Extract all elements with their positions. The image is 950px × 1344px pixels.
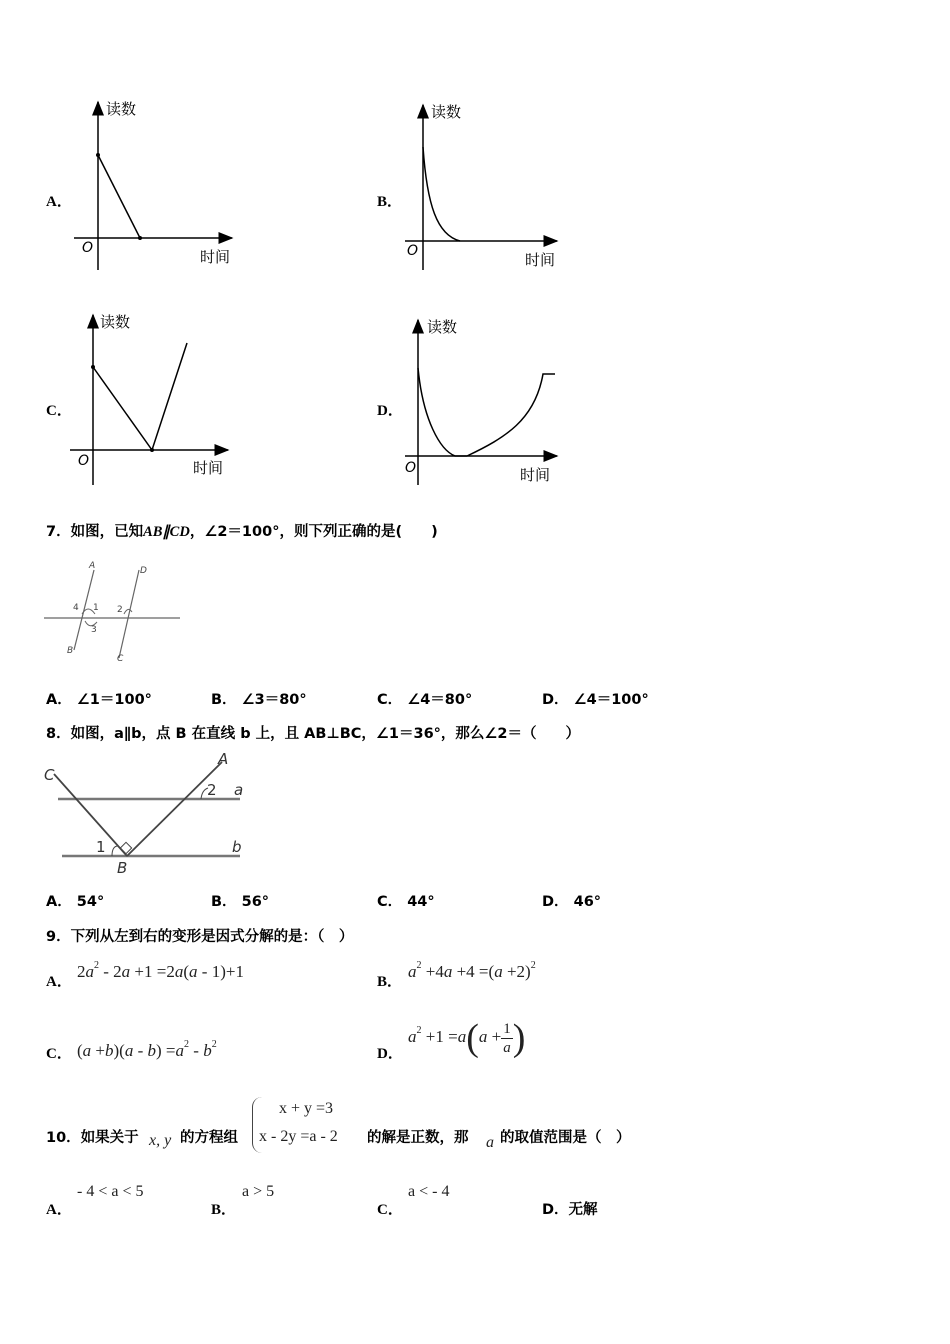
stem-part: 如图，已知: [70, 524, 144, 540]
option-c-label: C．: [46, 403, 72, 419]
graph-c: [60, 305, 250, 490]
graph-a: [60, 90, 250, 275]
stem-vars: x, y: [149, 1132, 172, 1149]
point-d: D: [140, 566, 147, 576]
equation-2: x - 2y =a - 2: [259, 1128, 338, 1145]
option-d[interactable]: D． ∠4＝100°: [542, 692, 649, 708]
curve: [98, 155, 140, 238]
graph-d: [395, 310, 570, 490]
x-axis-label: 时间: [520, 466, 551, 484]
curve: [93, 343, 187, 450]
origin-label: O: [407, 243, 419, 259]
point-a: A: [89, 561, 96, 571]
angle-2: 2: [207, 781, 217, 799]
stem-param: a: [486, 1134, 494, 1151]
stem-part: 如果关于: [80, 1130, 139, 1146]
stem-math: AB∥CD: [143, 524, 190, 540]
x-axis-label: 时间: [200, 248, 231, 266]
option-d-label: D．: [377, 403, 403, 419]
option-d[interactable]: D． 46°: [542, 894, 602, 910]
option-b-formula: $a^2 +4a +4 =(a +2)^2$: [408, 960, 536, 981]
curve: [423, 147, 460, 241]
point-a: A: [218, 750, 229, 768]
option-b-label[interactable]: B．: [377, 974, 403, 990]
origin-label: O: [78, 453, 90, 469]
question-9-stem: [46, 925, 353, 946]
x-axis-label: 时间: [193, 459, 224, 477]
angle-2: 2: [117, 605, 123, 615]
option-a-label[interactable]: A．: [46, 974, 72, 990]
angle-1: 1: [96, 838, 106, 856]
point-c: C: [117, 654, 124, 664]
line-b-label: b: [232, 838, 242, 856]
option-b[interactable]: B． 56°: [211, 894, 270, 910]
point-b: B: [67, 646, 74, 656]
stem-text: 下列从左到右的变形是因式分解的是：（ ）: [70, 929, 354, 945]
stem-part-c: 的解是正数，那: [367, 1130, 469, 1146]
stem-text: 如图，a∥b，点 B 在直线 b 上，且 AB⊥BC，∠1＝36°，那么∠2＝（ ）: [70, 726, 581, 742]
option-a-formula: $2a^2 - 2a +1 =2a(a - 1)+1$: [77, 960, 244, 981]
option-a-text: - 4 < a < 5: [77, 1183, 144, 1200]
y-axis-label: 读数: [100, 313, 131, 331]
option-b[interactable]: B． ∠3＝80°: [211, 692, 307, 708]
ray-ba: [127, 762, 222, 856]
y-axis-label: 读数: [427, 318, 458, 336]
question-number: 7．: [46, 524, 71, 540]
point-b: B: [117, 859, 128, 877]
y-axis-label: 读数: [431, 103, 462, 121]
stem-part-b: 的方程组: [180, 1130, 238, 1146]
y-axis-label: 读数: [106, 100, 137, 118]
angle-4: 4: [73, 603, 79, 613]
option-a-label[interactable]: A．: [46, 1202, 72, 1218]
option-d[interactable]: D．无解: [542, 1202, 598, 1218]
equation-1: x + y =3: [279, 1100, 334, 1117]
option-d-label[interactable]: D．: [377, 1046, 403, 1062]
question-7-figure: [42, 558, 187, 668]
question-number: 10．: [46, 1130, 81, 1146]
option-a-label: A．: [46, 194, 72, 210]
option-c-text: a < - 4: [408, 1183, 450, 1200]
question-7-stem: [46, 520, 438, 541]
x-axis-label: 时间: [525, 251, 556, 269]
stem-part-d: 的取值范围是（ ）: [500, 1130, 631, 1146]
option-d-formula: $a^2 +1 =a(a$ + $\frac{1}{a}$ ): [408, 1017, 526, 1059]
angle-1: 1: [93, 603, 99, 613]
option-a[interactable]: A． ∠1＝100°: [46, 692, 152, 708]
question-10-stem-a: [46, 1126, 139, 1147]
ray-bc: [54, 774, 127, 856]
origin-label: O: [405, 460, 417, 476]
option-c-formula: $(a +b)(a - b) =a^2 - b^2$: [77, 1039, 217, 1060]
question-number: 9．: [46, 929, 71, 945]
point-c: C: [44, 766, 55, 784]
option-c-label[interactable]: C．: [377, 1202, 403, 1218]
option-c[interactable]: C． 44°: [377, 894, 435, 910]
origin-label: O: [82, 240, 94, 256]
line-a-label: a: [234, 781, 244, 799]
option-a[interactable]: A． 54°: [46, 894, 105, 910]
stem-part: ，∠2＝100°，则下列正确的是( ): [189, 524, 438, 540]
question-8-figure: [40, 748, 255, 878]
option-b-label[interactable]: B．: [211, 1202, 237, 1218]
option-b-text: a > 5: [242, 1183, 275, 1200]
option-c-label[interactable]: C．: [46, 1046, 72, 1062]
option-c[interactable]: C． ∠4＝80°: [377, 692, 473, 708]
question-number: 8．: [46, 726, 71, 742]
question-8-stem: [46, 722, 580, 743]
option-b-label: B．: [377, 194, 403, 210]
graph-b: [395, 95, 570, 275]
curve: [418, 368, 555, 456]
angle-3: 3: [91, 625, 97, 635]
